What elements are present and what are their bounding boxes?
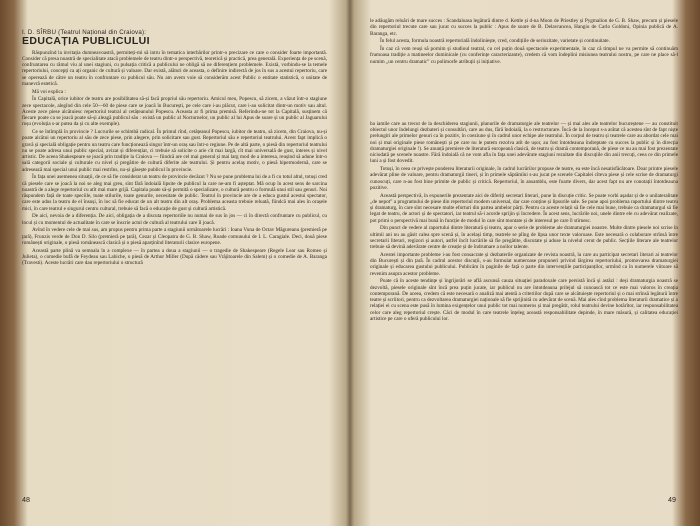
body-paragraph: Această parte plină va semnala în a complexe — în partea a doua a stagiunii — o tragedie de Shakespeare (Regele Lear sau Romeo și Julieta), o comedie bufă de Feydeau sau Labiche, o piesă de Arthur Miller (După cădere sau Vrăjitoarele din Salem) și o comedie de A. Baranga (Travesti). Aceste lucrări care dau repertoriului o structură	[22, 247, 327, 266]
body-paragraph: Din punct de vedere al raportului dintre literatură și teatru, apar o serie de probleme ale dramaturgiei noastre. Multe dintre piesele noi scrise în ultimii ani nu au găsit calea spre scenă și, în același timp, teatrele se plîng de lipsa unor texte valoroase. Este necesară o colaborare strînsă între secretarii literari, regizori și autori, astfel încît lucrările să fie pregătite, discutate și aduse la nivelul cerut de public. Secțiile literare ale teatrelor trebuie să devină adevărate centre de creație și de îndrumare a noilor talente.	[370, 225, 678, 250]
right-page	[370, 18, 678, 508]
body-paragraph: Acestei importante probleme i-au fost consacrate și dezbaterile organizate de revista noastră, la care au participat secretari literari ai teatrelor din București și din țară. În cadrul acestor discuții, s-au formulat numeroase propuneri privind lărgirea repertoriului, promovarea dramaturgiei originale și educarea gustului publicului. Publicăm în paginile de față o parte din intervențiile participanților, urmînd ca în numerele viitoare să revenim asupra acestor probleme.	[370, 251, 678, 277]
body-paragraph: În caz că vom reuși să pornim și studioul teatral, cu cel puțin două spectacole experimentale, în caz că timpul ne va permite să continuăm frumoasa tradiție a matineelor duminicale (cu conferințe caracterizante), credem că vom îndeplini misiunea teatrului nostru, pe care ne place să-l numim „un centru dramatic” cu polimorfe atribuții și inițiative.	[370, 46, 678, 65]
article-title: EDUCAȚIA PUBLICULUI	[22, 35, 150, 48]
body-paragraph: Răspunzînd la invitația dumneavoastră, permiteți-mi să intru în tematica interbărilor printr-o precizare ce care o consider foarte importantă. Consider că presa noastră de specialitate atacă problemele de teatru dintr-o perspectivă, teoretică și practică, prea generală. Experiența de pe scenă, confruntarea cu rămul viu al unei stagiuni, cu pulsația critică a publicului ne obligă să ne diferențiem problemele. Există, vorbindu-se la temele repertoriului, concepți ca ați organic de cultură și valoare. Dar există, alături de aceasta, o definire indirectă de jos în sus a acestui repertoriu, care se operează de către un teatru în confruntare cu publicul său. Nu am avem voie să considerăm acest Public o entitate statistică, o unitate de manevră estetică.	[22, 49, 327, 87]
body-paragraph: Totuși, în ceea ce privește ponderea literaturii originale, în cadrul lucrărilor propuse de teatre, ea este încă nesatisfăcătoare. Doar printre piesele adevărat pline de valoare, pentru dramaturgii tineri, și în primele săptămîni s-au jucat pe scenele Capitalei cîteva piese și cele scrise de dramaturgi cunoscuți, care n-au fost bine primite de public și critică. Repertoriul, în ansamblu, este foarte divers, dar acest fapt nu are conotații întotdeauna pozitive.	[370, 166, 678, 191]
body-paragraph: le adăugăm reluări de mare succes : Scandaloasa legătură dintre d. Kettle și d-na Moon de Priestley și Pygmalion de G. B. Shaw, precum și piesele din repertoriul trecute care sau jucat cu succes la public : Apus de soare de B. Delavrancea, Hangiu de Carlo Goldoni, Opinia publică de A. Baranga, etc.	[370, 18, 678, 37]
body-paragraph: În Capitală, orice iubitor de teatru are posibilitatea să-și facă propriul său repertoriu. Amicul meu, Popescu, să zicem, a văzut într-o stagiune zece spectacole, alegînd din cele 50—60 de piese care se joacă în București, pe cele care i-au plăcut, care i-au solicitat dintr-un motiv sau altul. Aceste zece piese alcătuiesc repertoriul teatral al cetățeanului Popescu. Aceasta ar fi prima premisă. Referindu-ne tot la Capitală, susținem că fiecare poate ca se joacă poate să-și aleagă publicul său : există un public al Nocturnelor, un public al lui Apus de soare și un public al Jaguarului roșu (evoluția s-ar putea da și cu alte exemple).	[22, 96, 327, 128]
body-paragraph: Poate că în aceste tendințe și îngrijorări se află ascunsă cauza situației paradoxale care persistă încă și astăzi : deși dramaturgia noastră se dezvoltă, piesele originale sînt încă prea puțin jucate, iar publicul nu are întotdeauna prilejul să cunoască tot ce este mai valoros în creația contemporană. De aceea, credem că este necesară o analiză mai atentă a criteriilor după care se alcătuiește repertoriul și o mai strînsă legătură între teatre și scriitori, pentru ca dezvoltarea dramaturgiei naționale să fie sprijinită cu adevărat de scenă. Mai ales cînd problema literaturii dramatice și a relației ei cu scena este pusă în lumina exigențelor unui public tot mai numeros și mai pregătit, rolul teatrului devine hotărîtor, iar responsabilitatea celor care aleg repertoriul crește. Căci de modul în care teatrele înțeleg această responsabilitate depinde, în mare măsură, și calitatea educației artistice pe care o oferă publicului lor.	[370, 278, 678, 322]
left-page-body	[22, 50, 327, 267]
body-paragraph: În felul acesta, formula noastră repertorială îndoliniește, cred, condițiile de seriozitate, varietate și continuitate.	[380, 38, 610, 45]
right-page-body	[370, 121, 678, 322]
body-paragraph: Ce se întîmplă în provincie ? Lucrurile se schimbă radical. În primul rînd, cetățeanul Popescu, iubitor de teatru, să zicem, din Craiova, nu-și poate alcătui un repertoriu al său de zece piese, prin alegere, prin solicitare sau gust. Repertoriul său e repertoriul teatrului. Acest fapt implică o gravă și specială obligație pentru un teatru care funcționează singur într-un oraș sau într-o regiune. Pe de altă parte, o piesă din repertoriul teatrului nu se poate adresa unui public special, avizat și diferențiat, ci trebuie să solicite o arie cît mai largă, cît mai universală de gust, interes și nivel artistic. De aceea Shakespeare se joacă prin tradiție la Craiova — fiindcă are cel mai general și mai larg mod de a interesa, reușind să adune într-o sală categorii sociale și culturale cu nivel și pregătire de cultură diferite ale teatrului. Și pentru acelaș motiv, o piesă hipermodernă, care se adresează mai special unui public mai restrîns, nu-și găsește publicul în provincie.	[22, 129, 327, 173]
body-paragraph: Această perspectivă, în expunerile prezentate aici de diferiți secretari literari, pune în discuție critic. Se poate vorbi așadar și de o unilateralitate „de nepot” a programului de piese din repertoriul modern universal, dar care conține și lipsurile sale. Se pune apoi problema raportului dintre teatru și dramaturg, în care sînt necesare multe eforturi din partea ambelor părți. Pentru ca aceste relații să fie cele mai bune, trebuie ca dramaturgul să fie legat de teatru, de actori și de spectatori, iar teatrul să-i acorde sprijin și încredere. În acest sens, lucrările noi, unele dintre ele cu adevărat realizate, pot primi o perspectivă mai bună în funcție de modul în care sînt montate și de interesul pe care îl stîrnesc.	[370, 192, 678, 224]
article-author: I. D. SÎRBU (Teatrul Național din Craiova):	[22, 29, 147, 36]
body-paragraph: Mă voi explica :	[32, 88, 66, 95]
body-paragraph: De aici, nevoia de a diferenția. De aici, obligația de a discuta repertoriile nu numai de sus în jos — ci în directă confruntare cu publicul, cu locul și cu momentul de actualitate în care se înscrie actul de cultură al teatrului care îl joacă.	[22, 213, 327, 226]
body-paragraph: Avînd în vedere cele de mai sus, am propus pentru prima parte a stagiunii următoarele lucrări : Ioana Vuna de Octav Măgureanu (premieră pe țară), Frunzis verde de Don D. Silo (premieră pe țară), Cezar și Cleopatra de G. B. Shaw, Roade comunului de I. L. Caragiale. Deci, două piese românești originale, o piesă românească clasică și o piesă aparținînd literaturii clasice europene.	[22, 227, 327, 246]
left-page	[22, 18, 327, 508]
page-number-right: 49	[668, 495, 676, 504]
body-paragraph: În fața unei asemenea situații, de ce să fie considerat un teatru de provincie decăzut ? Nu se pune problema lui de a fi cu totul altul, totuși cred că piesele care se joacă la noi se aleg mai greu, sînt fără îndoială lipsite de publicul la care ne-am fi așteptat. Mă ocup în acest sens de sarcina noastră de a alege repertoriul cu atît mai mare grijă. Capitala poate să-și permită o specializare, o cultură pentru o formulă unui stil sau genuri. Noi răspundem față de toate speciile, toate stilurile, toate genurile, necesitate de public. Teatrul în provincie are de a educa gustul acestui spectator, care este adus la teatru de el însuși, în loc să fie educat de un alt teatru din alt oraș. Problema aceasta trebuie reluată, fiindcă mai ales în orașele mici, în care teatrul e singurul centru cultural, trebuie să facă o educație de gust și cultură artistică.	[22, 174, 327, 212]
right-page-intro	[370, 18, 678, 65]
body-paragraph: ba iamile care au trecut de la deschiderea stagiunii, planurile de dramaturgie ale teatrelor — și mai ales ale teatrelor bucureștene — au constituit obiectul unor îndelungi dezbateri și consultări, care au dus, fără îndoială, la o restructurare. Încă de la început s-a arătat că acestea sînt de fapt niște prelungiri ale primelor genuri ca în pozitiv, în coeziune și în cadrul unor echipe ale teatrului. În corpul de teatru și teatrele care au abordat cele mai noi și mai originale piese românești și pe care nu le putem rezolva atît de ușor, au fost întotdeauna îndreptate cu succes la public și în direcția dramaturgiei originale !). Se anunță premiere de literatură europeană clasică, de teatru și dramă contemporană, de piese ce nu au mai fost prezentate niciodată pe scenele noastre. Fără îndoială că ne vom afla în fața unei adevărate stagiuni rezultate din discuțiile din anii trecuți, ceea ce din primele luni a și fost dovedit.	[370, 120, 678, 165]
page-number-left: 48	[22, 495, 30, 504]
